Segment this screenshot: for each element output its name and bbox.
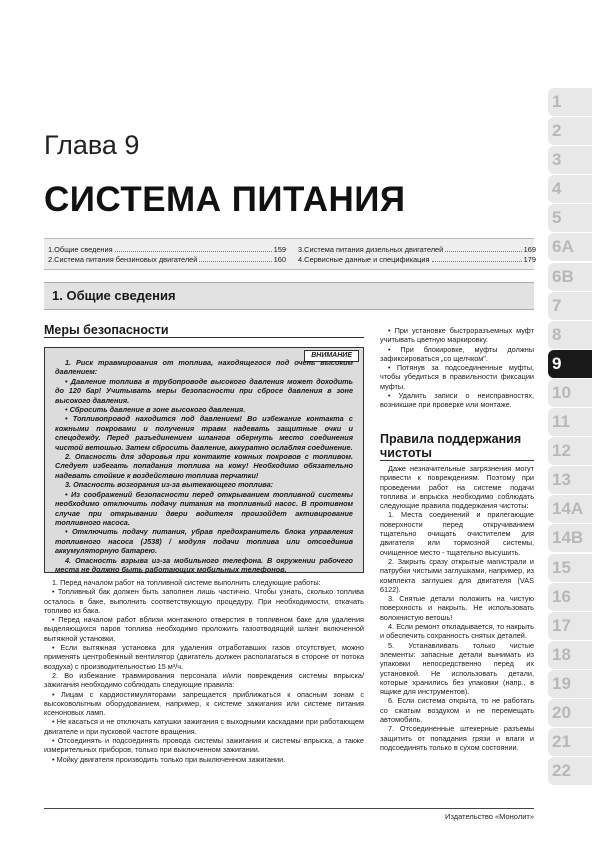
chapter-title: СИСТЕМА ПИТАНИЯ xyxy=(44,180,406,219)
chapter-tab[interactable]: 4 xyxy=(548,175,592,203)
chapter-tab[interactable]: 17 xyxy=(548,612,592,640)
warning-badge: ВНИМАНИЕ xyxy=(304,350,359,362)
toc-entry[interactable]: 3.Система питания дизельных двигателей 169 xyxy=(298,245,536,254)
right-column-text: • При установке быстроразъемных муфт учитывать цветную маркировку. • При блокировке, муфты должны зафиксироваться „со щелчком". • Потянув за подсоединенные муфты, чтобы убедиться в правильности фиксации муфты. • Удалить записи о неисправностях, возникшие при проверке или монтаже. xyxy=(380,326,534,410)
chapter-tab[interactable]: 1 xyxy=(548,88,592,116)
chapter-label: Глава 9 xyxy=(44,130,140,160)
toc-entry[interactable]: 1.Общие сведения 159 xyxy=(48,245,286,254)
chapter-tabs xyxy=(548,88,592,786)
chapter-tab[interactable]: 22 xyxy=(548,757,592,785)
chapter-tab[interactable]: 13 xyxy=(548,466,592,494)
table-of-contents xyxy=(44,238,534,270)
chapter-tab[interactable]: 21 xyxy=(548,728,592,756)
chapter-tab[interactable]: 10 xyxy=(548,379,592,407)
chapter-tab[interactable]: 12 xyxy=(548,437,592,465)
chapter-tab[interactable]: 11 xyxy=(548,408,592,436)
chapter-tab[interactable]: 6B xyxy=(548,263,592,291)
section-title: 1. Общие сведения xyxy=(52,288,176,303)
safety-heading: Меры безопасности xyxy=(44,323,364,338)
warning-text: 1. Риск травмирования от топлива, находящегося под очень высоким давлением: • Давление топлива в трубопроводе высокого давления может доходить до 120 бар! Учитывать меры безопасности при сбросе давления в зоне высокого давления. • Сбросить давление в зоне высокого давления. • Топливопровод находится под давлением! Во избежание контакта с кожными покровами и получения травм надевать защитные очки и спецодежду. Перед разъединением шлангов обернуть место соединения чистой ветошью. Затем сбросить давление, аккуратно ослабляя соединение. 2. Опасность для здоровья при контакте кожных покровов с топливом. Следует избегать попадания топлива на кожу! Необходимо обязательно надевать стойкие к воздействию топлива перчатки! 3. Опасность возгорания из-за вытекающего топлива: • Из соображений безопасности перед открыванием топливной системы необходимо отключить подачу питания на топливный насос. В противном случае при открывании двери водителя произойдет активирование топливного насоса. • Отключить подачу питания, убрав предохранитель блока управления топливного насоса (J538) / модуля подачи топлива или отсоединив аккумуляторную батарею. 4. Опасность взрыва из-за мобильного телефона. В окружении рабочего места не должно быть работающих мобильных телефонов. xyxy=(55,358,353,574)
toc-entry[interactable]: 2.Система питания бензиновых двигателей 160 xyxy=(48,255,286,264)
chapter-tab[interactable]: 20 xyxy=(548,699,592,727)
section-header xyxy=(44,282,534,310)
footer-divider xyxy=(44,808,534,809)
chapter-tab[interactable]: 9 xyxy=(548,350,592,378)
cleanliness-heading: Правила поддержания чистоты xyxy=(380,432,534,461)
chapter-tab[interactable]: 2 xyxy=(548,117,592,145)
chapter-tab[interactable]: 5 xyxy=(548,204,592,232)
chapter-tab[interactable]: 14B xyxy=(548,524,592,552)
chapter-tab[interactable]: 19 xyxy=(548,670,592,698)
chapter-tab[interactable]: 6A xyxy=(548,233,592,261)
chapter-tab[interactable]: 8 xyxy=(548,321,592,349)
chapter-tab[interactable]: 14A xyxy=(548,495,592,523)
chapter-tab[interactable]: 16 xyxy=(548,583,592,611)
chapter-tab[interactable]: 15 xyxy=(548,554,592,582)
safety-body-text: 1. Перед началом работ на топливной системе выполнить следующие работы: • Топливный бак должен быть заполнен лишь частично. Чтобы узнать, сколько топлива осталось в баке, выполнить соответствующую процедуру. При необходимости, откачать топливо из бака. • Перед началом работ вблизи монтажного отверстия в топливном баке для удаления выделяющихся паров топлива необходимо проложить газоотводящий шланг включенной вытяжной установки. • Если вытяжная установка для удаления отработавших газов отсутствует, можно применять центробежный вентилятор (двигатель должен располагаться в стороне от потока воздуха) с производительностью 15 м³/ч. 2. Во избежание травмирования персонала и/или повреждения системы впрыска/зажигания необходимо соблюдать следующие правила: • Лицам с кардиостимуляторами запрещается приближаться к опасным зонам с высоковольтным оборудованием, например, к системе зажигания или системе питания ксеноновых ламп. • Не касаться и не отключать катушки зажигания с выходными каскадами при работающем двигателе и при пусковой частоте вращения. • Отсоединять и подсоединять провода системы зажигания и системы впрыска, а также измерительных приборов, только при выключенном зажигании. • Мойку двигателя производить только при выключенном зажигании. xyxy=(44,578,364,764)
publisher-name: Издательство «Монолит» xyxy=(445,812,534,821)
chapter-tab[interactable]: 18 xyxy=(548,641,592,669)
chapter-tab[interactable]: 3 xyxy=(548,146,592,174)
cleanliness-text: Даже незначительные загрязнения могут привести к повреждениям. Поэтому при проведении работ на системе подачи топлива и впрыска необходимо соблюдать следующие правила поддержания чистоты: 1. Места соединений и прилегающие поверхности перед откручиванием тщательно очищать очистителем для двигателя или тормозной системы, очищенное место - тщательно высушить. 2. Закрыть сразу открытые магистрали и патрубки чистыми заглушками, например, из комплекта заглушек для двигателя (VAS 6122). 3. Снятые детали положить на чистую поверхность и накрыть. Не использовать волокнистую ветошь! 4. Если ремонт откладывается, то накрыть и обеспечить сохранность снятых деталей. 5. Устанавливать только чистые элементы: запасные детали вынимать из упаковки непосредственно перед их установкой. Не использовать детали, которые хранились без упаковки (напр., в ящике для инструментов). 6. Если система открыта, то не работать со сжатым воздухом и не перемещать автомобиль. 7. Отсоединенные штекерные разъемы защитить от попадания грязи и влаги и подсоединять только в сухом состоянии. xyxy=(380,464,534,752)
warning-box xyxy=(44,347,364,573)
chapter-tab[interactable]: 7 xyxy=(548,292,592,320)
toc-entry[interactable]: 4.Сервисные данные и спецификация 179 xyxy=(298,255,536,264)
